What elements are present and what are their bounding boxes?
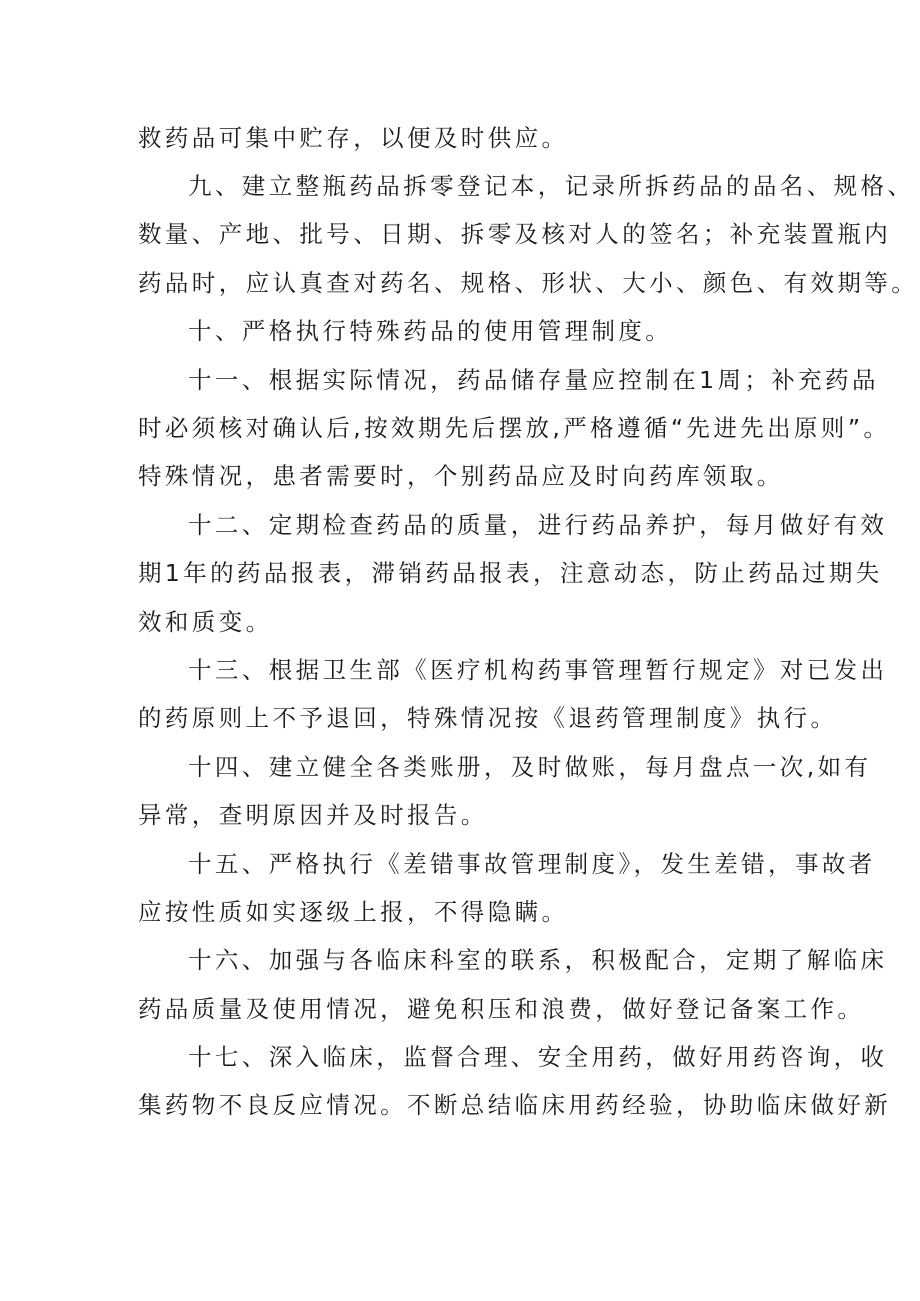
paragraph-first-line: 十六、加强与各临床科室的联系，积极配合，定期了解临床 (188, 946, 888, 974)
paragraph-first-line: 十一、根据实际情况，药品储存量应控制在1周；补充药品 (188, 366, 879, 394)
paragraph-first-line: 十五、严格执行《差错事故管理制度》，发生差错，事故者 (188, 850, 876, 878)
text-line: 效和质变。 (138, 608, 273, 636)
text-line: 时必须核对确认后,按效期先后摆放,严格遵循“先进先出原则”。 (138, 414, 891, 442)
text-line: 药品时，应认真查对药名、规格、形状、大小、颜色、有效期等。 (138, 269, 919, 297)
text-line: 集药物不良反应情况。不断总结临床用药经验，协助临床做好新 (138, 1091, 892, 1119)
text-line: 应按性质如实逐级上报，不得隐瞒。 (138, 898, 569, 926)
text-line: 异常，查明原因并及时报告。 (138, 801, 488, 829)
text-line: 特殊情况，患者需要时，个别药品应及时向药库领取。 (138, 462, 784, 490)
text-line: 的药原则上不予退回，特殊情况按《退药管理制度》执行。 (138, 704, 838, 732)
paragraph-first-line: 十四、建立健全各类账册，及时做账，每月盘点一次,如有 (188, 753, 872, 781)
paragraph-first-line: 十三、根据卫生部《医疗机构药事管理暂行规定》对已发出 (188, 656, 888, 684)
paragraph-first-line: 十、严格执行特殊药品的使用管理制度。 (188, 317, 673, 345)
paragraph-first-line: 十七、深入临床，监督合理、安全用药，做好用药咨询，收 (188, 1043, 888, 1071)
text-line: 期1年的药品报表，滞销药品报表，注意动态，防止药品过期失 (138, 559, 883, 587)
paragraph-first-line: 十二、定期检查药品的质量，进行药品养护，每月做好有效 (188, 511, 888, 539)
text-line: 救药品可集中贮存，以便及时供应。 (138, 124, 569, 152)
paragraph-first-line: 九、建立整瓶药品拆零登记本，记录所拆药品的品名、规格、 (188, 172, 915, 200)
text-line: 药品质量及使用情况，避免积压和浪费，做好登记备案工作。 (138, 995, 865, 1023)
text-line: 数量、产地、批号、日期、拆零及核对人的签名；补充装置瓶内 (138, 220, 892, 248)
